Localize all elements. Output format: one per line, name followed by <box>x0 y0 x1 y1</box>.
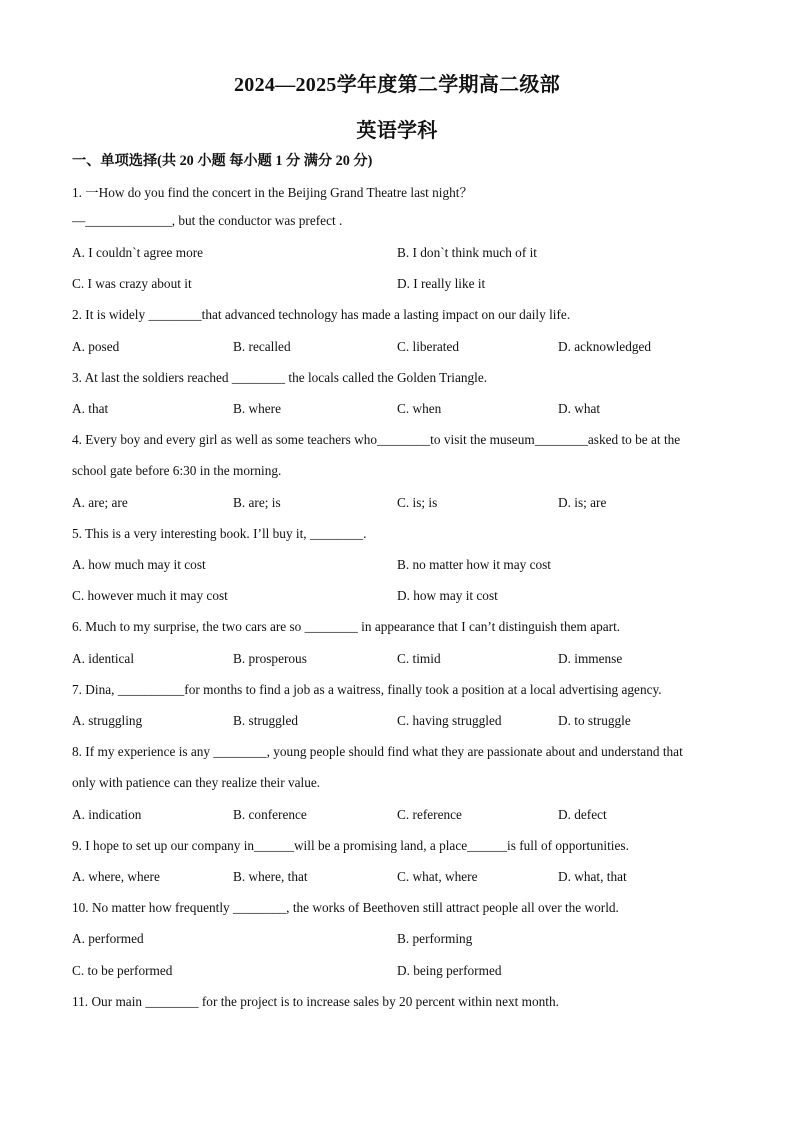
option-a: A. are; are <box>72 495 128 510</box>
question-stem: 9. I hope to set up our company in______will be a promising land, a place______is full of opportunities. <box>72 838 629 853</box>
question-stem: 5. This is a very interesting book. I’ll buy it, ________. <box>72 526 367 541</box>
question-stem-line: school gate before 6:30 in the morning. <box>72 463 282 478</box>
option-c: C. however much it may cost <box>72 588 228 603</box>
question-stem-line: —_____________, but the conductor was prefect . <box>72 213 343 228</box>
question-stem: 2. It is widely ________that advanced technology has made a lasting impact on our daily life. <box>72 307 571 322</box>
option-d: D. acknowledged <box>558 339 652 354</box>
option-d: D. is; are <box>558 495 607 510</box>
option-a: A. I couldn`t agree more <box>72 245 204 260</box>
option-b: B. I don`t think much of it <box>397 245 537 260</box>
question-stem: 3. At last the soldiers reached ________ the locals called the Golden Triangle. <box>72 370 488 385</box>
question-stem: 11. Our main ________ for the project is to increase sales by 20 percent within next month. <box>72 994 559 1009</box>
option-b: B. struggled <box>233 713 299 728</box>
option-a: A. posed <box>72 339 120 354</box>
option-d: D. what, that <box>558 869 627 884</box>
question-stem: 4. Every boy and every girl as well as some teachers who________to visit the museum________asked to be at the <box>72 432 681 447</box>
option-a: A. indication <box>72 807 142 822</box>
option-a: A. where, where <box>72 869 160 884</box>
option-a: A. identical <box>72 651 135 666</box>
option-a: A. performed <box>72 931 144 946</box>
question-stem-line: only with patience can they realize their value. <box>72 775 321 790</box>
option-b: B. no matter how it may cost <box>397 557 551 572</box>
option-c: C. reference <box>397 807 462 822</box>
option-d: D. being performed <box>397 963 502 978</box>
option-b: B. where, that <box>233 869 308 884</box>
option-b: B. where <box>233 401 281 416</box>
option-c: C. when <box>397 401 442 416</box>
question-stem: 7. Dina, __________for months to find a job as a waitress, finally took a position at a local advertising agency. <box>72 682 662 697</box>
option-d: D. to struggle <box>558 713 631 728</box>
option-c: C. having struggled <box>397 713 502 728</box>
question-stem: 6. Much to my surprise, the two cars are so ________ in appearance that I can’t distinguish them apart. <box>72 619 621 634</box>
question-stem: 8. If my experience is any ________, young people should find what they are passionate about and understand that <box>72 744 683 759</box>
option-b: B. are; is <box>233 495 281 510</box>
option-b: B. performing <box>397 931 473 946</box>
option-c: C. timid <box>397 651 441 666</box>
option-d: D. defect <box>558 807 607 822</box>
option-b: B. recalled <box>233 339 291 354</box>
option-c: C. is; is <box>397 495 438 510</box>
question-stem: 1. 一How do you find the concert in the Beijing Grand Theatre last night？ <box>72 185 473 200</box>
option-b: B. prosperous <box>233 651 307 666</box>
exam-title: 2024—2025学年度第二学期高二级部 <box>234 74 560 96</box>
option-d: D. what <box>558 401 601 416</box>
option-a: A. that <box>72 401 109 416</box>
option-a: A. how much may it cost <box>72 557 206 572</box>
option-d: D. immense <box>558 651 623 666</box>
option-c: C. to be performed <box>72 963 173 978</box>
option-a: A. struggling <box>72 713 143 728</box>
option-c: C. liberated <box>397 339 460 354</box>
option-b: B. conference <box>233 807 307 822</box>
option-d: D. how may it cost <box>397 588 498 603</box>
option-c: C. I was crazy about it <box>72 276 192 291</box>
subject-title: 英语学科 <box>356 120 438 142</box>
option-c: C. what, where <box>397 869 478 884</box>
section-heading: 一、单项选择(共 20 小题 每小题 1 分 满分 20 分) <box>72 153 373 169</box>
option-d: D. I really like it <box>397 276 486 291</box>
question-stem: 10. No matter how frequently ________, the works of Beethoven still attract people all over the world. <box>72 900 619 915</box>
